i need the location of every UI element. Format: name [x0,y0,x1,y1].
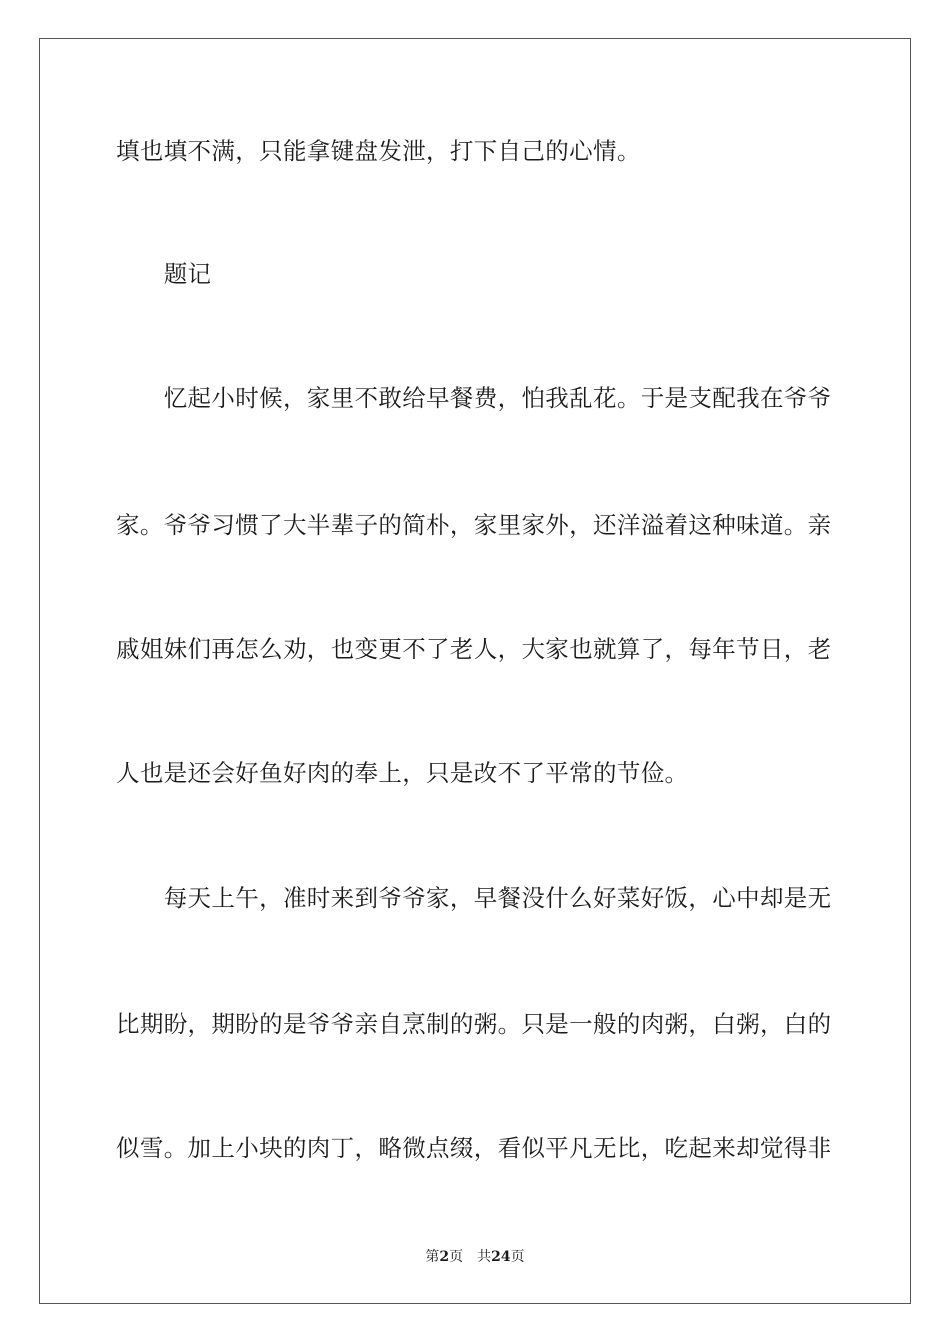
footer-page-number: 2 [439,1249,450,1265]
section-heading: 题记 [116,260,212,288]
body-text-line: 每天上午，准时来到爷爷家，早餐没什么好菜好饭，心中却是无 [116,884,832,912]
footer-page-suffix: 页 [510,1249,525,1265]
body-text-line: 人也是还会好鱼好肉的奉上，只是改不了平常的节俭。 [116,759,689,787]
page-footer [0,1248,950,1266]
body-text-line: 忆起小时候，家里不敢给早餐费，怕我乱花。于是支配我在爷爷 [116,384,832,412]
body-text-line: 家。爷爷习惯了大半辈子的简朴，家里家外，还洋溢着这种味道。亲 [116,511,832,539]
body-text-line: 似雪。加上小块的肉丁，略微点缀，看似平凡无比，吃起来却觉得非 [116,1134,832,1162]
body-text-line: 比期盼，期盼的是爷爷亲自烹制的粥。只是一般的肉粥，白粥，白的 [116,1010,832,1038]
body-text-line: 戚姐妹们再怎么劝，也变更不了老人，大家也就算了，每年节日，老 [116,635,832,663]
footer-page-mid: 页 共 [449,1249,492,1265]
page-border [39,38,911,1304]
footer-page-prefix: 第 [425,1249,440,1265]
body-text-line: 填也填不满，只能拿键盘发泄，打下自己的心情。 [116,137,641,165]
footer-total-pages: 24 [491,1249,511,1265]
